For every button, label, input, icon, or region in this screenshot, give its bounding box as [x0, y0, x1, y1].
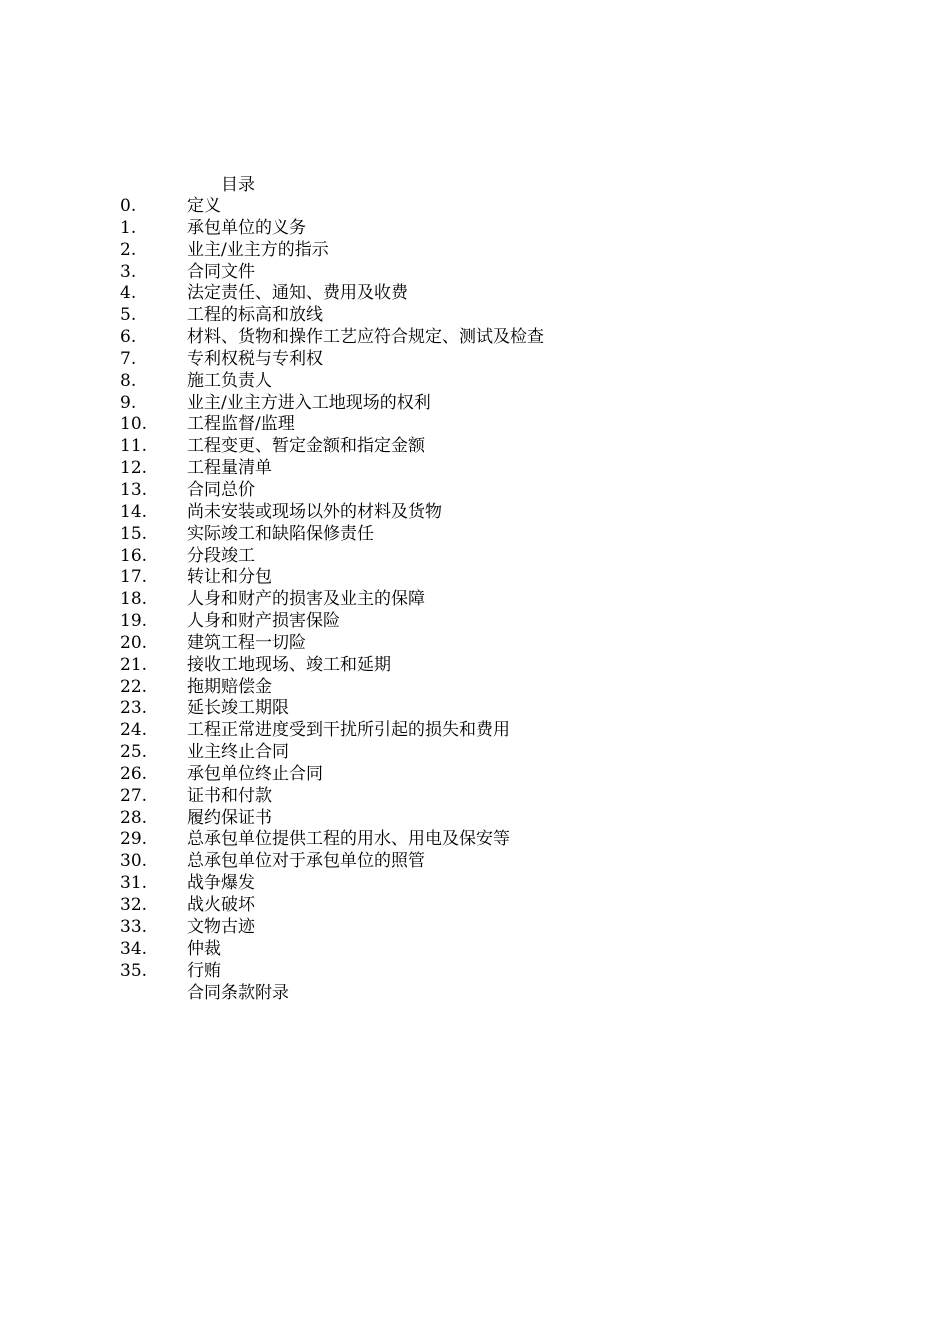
- toc-entry-number: 25.: [120, 742, 148, 763]
- toc-entry-number: 26.: [120, 763, 148, 784]
- toc-list: [120, 196, 820, 982]
- toc-entry-title: 承包单位的义务: [187, 217, 306, 238]
- toc-entry-number: 32.: [120, 895, 148, 915]
- toc-entry-number: 2.: [120, 239, 137, 260]
- toc-entry-number: 19.: [120, 611, 148, 632]
- toc-entry-title: 文物古迹: [187, 916, 255, 937]
- toc-entry-title: 合同总价: [187, 479, 255, 500]
- toc-entry-number: 31.: [120, 873, 148, 894]
- toc-entry: [120, 218, 820, 240]
- toc-entry-number: 35.: [120, 960, 148, 981]
- toc-entry-title: 总承包单位提供工程的用水、用电及保安等: [187, 829, 510, 850]
- toc-entry-title: 业主/业主方的指示: [187, 239, 329, 260]
- toc-entry: [120, 589, 820, 611]
- toc-entry-title: 材料、货物和操作工艺应符合规定、测试及检查: [187, 327, 544, 348]
- toc-entry-title: 分段竣工: [187, 545, 255, 566]
- toc-entry-title: 行贿: [187, 960, 221, 981]
- toc-entry: [120, 305, 820, 327]
- toc-entry-title: 人身和财产的损害及业主的保障: [187, 589, 425, 610]
- toc-entry-number: 15.: [120, 523, 148, 544]
- toc-entry-title: 接收工地现场、竣工和延期: [187, 654, 391, 675]
- toc-entry-number: 14.: [120, 501, 148, 522]
- toc-entry-title: 工程量清单: [187, 458, 272, 479]
- toc-entry-number: 9.: [120, 392, 137, 413]
- toc-entry-number: 5.: [120, 305, 137, 326]
- toc-entry-number: 24.: [120, 720, 148, 741]
- toc-entry: [120, 393, 820, 415]
- toc-entry-title: 定义: [187, 196, 221, 216]
- toc-entry-number: 12.: [120, 458, 148, 479]
- toc-entry-number: 34.: [120, 938, 148, 959]
- toc-appendix: 合同条款附录: [187, 983, 289, 1004]
- toc-entry: [120, 196, 820, 218]
- toc-entry-title: 转让和分包: [187, 567, 272, 588]
- toc-entry: [120, 458, 820, 480]
- toc-entry-title: 工程变更、暂定金额和指定金额: [187, 436, 425, 457]
- toc-entry-number: 16.: [120, 545, 148, 566]
- toc-entry-number: 11.: [120, 436, 148, 457]
- toc-entry-title: 实际竣工和缺陷保修责任: [187, 523, 374, 544]
- toc-entry-title: 建筑工程一切险: [187, 632, 306, 653]
- toc-entry: [120, 939, 820, 961]
- toc-entry-number: 6.: [120, 327, 137, 348]
- toc-entry: [120, 262, 820, 284]
- toc-entry: [120, 567, 820, 589]
- toc-entry: [120, 611, 820, 633]
- toc-entry-title: 工程的标高和放线: [187, 305, 323, 326]
- toc-entry: [120, 436, 820, 458]
- toc-entry-number: 10.: [120, 414, 148, 435]
- toc-entry-title: 证书和付款: [187, 785, 272, 806]
- toc-entry-number: 0.: [120, 196, 137, 216]
- toc-entry-title: 履约保证书: [187, 807, 272, 828]
- toc-entry-title: 人身和财产损害保险: [187, 611, 340, 632]
- toc-entry-title: 施工负责人: [187, 370, 272, 391]
- toc-entry: [120, 895, 820, 917]
- toc-entry: [120, 327, 820, 349]
- toc-entry: [120, 786, 820, 808]
- toc-entry-title: 战火破坏: [187, 895, 255, 915]
- toc-entry-number: 30.: [120, 851, 148, 872]
- toc-entry-number: 8.: [120, 370, 137, 391]
- toc-entry: [120, 480, 820, 502]
- toc-entry-title: 仲裁: [187, 938, 221, 959]
- toc-entry: [120, 764, 820, 786]
- toc-entry-title: 承包单位终止合同: [187, 763, 323, 784]
- toc-entry: [120, 742, 820, 764]
- toc-title: 目录: [221, 175, 255, 195]
- toc-entry-title: 法定责任、通知、费用及收费: [187, 283, 408, 304]
- toc-entry-title: 业主/业主方进入工地现场的权利: [187, 392, 431, 413]
- toc-entry: [120, 677, 820, 699]
- toc-entry-number: 17.: [120, 567, 148, 588]
- toc-entry-number: 27.: [120, 785, 148, 806]
- toc-entry: [120, 655, 820, 677]
- toc-entry: [120, 917, 820, 939]
- toc-entry: [120, 873, 820, 895]
- toc-entry: [120, 698, 820, 720]
- toc-entry-number: 22.: [120, 676, 148, 697]
- toc-entry-number: 28.: [120, 807, 148, 828]
- toc-entry-number: 18.: [120, 589, 148, 610]
- toc-entry-number: 4.: [120, 283, 137, 304]
- toc-entry-title: 工程监督/监理: [187, 414, 295, 435]
- toc-entry: [120, 349, 820, 371]
- toc-entry-title: 业主终止合同: [187, 742, 289, 763]
- toc-entry-number: 1.: [120, 217, 137, 238]
- toc-entry-number: 7.: [120, 348, 137, 369]
- toc-entry-number: 3.: [120, 261, 137, 282]
- toc-entry: [120, 720, 820, 742]
- toc-entry-title: 延长竣工期限: [187, 698, 289, 719]
- toc-entry: [120, 502, 820, 524]
- toc-entry: [120, 371, 820, 393]
- toc-entry: [120, 240, 820, 262]
- toc-entry-title: 工程正常进度受到干扰所引起的损失和费用: [187, 720, 510, 741]
- toc-entry-title: 合同文件: [187, 261, 255, 282]
- table-of-contents: [120, 174, 820, 1004]
- toc-entry-number: 23.: [120, 698, 148, 719]
- toc-entry: [120, 283, 820, 305]
- toc-entry-number: 21.: [120, 654, 148, 675]
- toc-entry-title: 专利权税与专利权: [187, 348, 323, 369]
- toc-entry: [120, 546, 820, 568]
- toc-entry: [120, 961, 820, 983]
- toc-entry-number: 20.: [120, 632, 148, 653]
- toc-entry-title: 拖期赔偿金: [187, 676, 272, 697]
- toc-entry-title: 尚未安装或现场以外的材料及货物: [187, 501, 442, 522]
- toc-entry: [120, 851, 820, 873]
- toc-entry-title: 总承包单位对于承包单位的照管: [187, 851, 425, 872]
- toc-entry: [120, 524, 820, 546]
- toc-entry-number: 33.: [120, 916, 148, 937]
- toc-entry-title: 战争爆发: [187, 873, 255, 894]
- toc-entry-number: 13.: [120, 479, 148, 500]
- toc-entry: [120, 633, 820, 655]
- toc-entry: [120, 414, 820, 436]
- toc-entry: [120, 829, 820, 851]
- toc-entry-number: 29.: [120, 829, 148, 850]
- toc-entry: [120, 808, 820, 830]
